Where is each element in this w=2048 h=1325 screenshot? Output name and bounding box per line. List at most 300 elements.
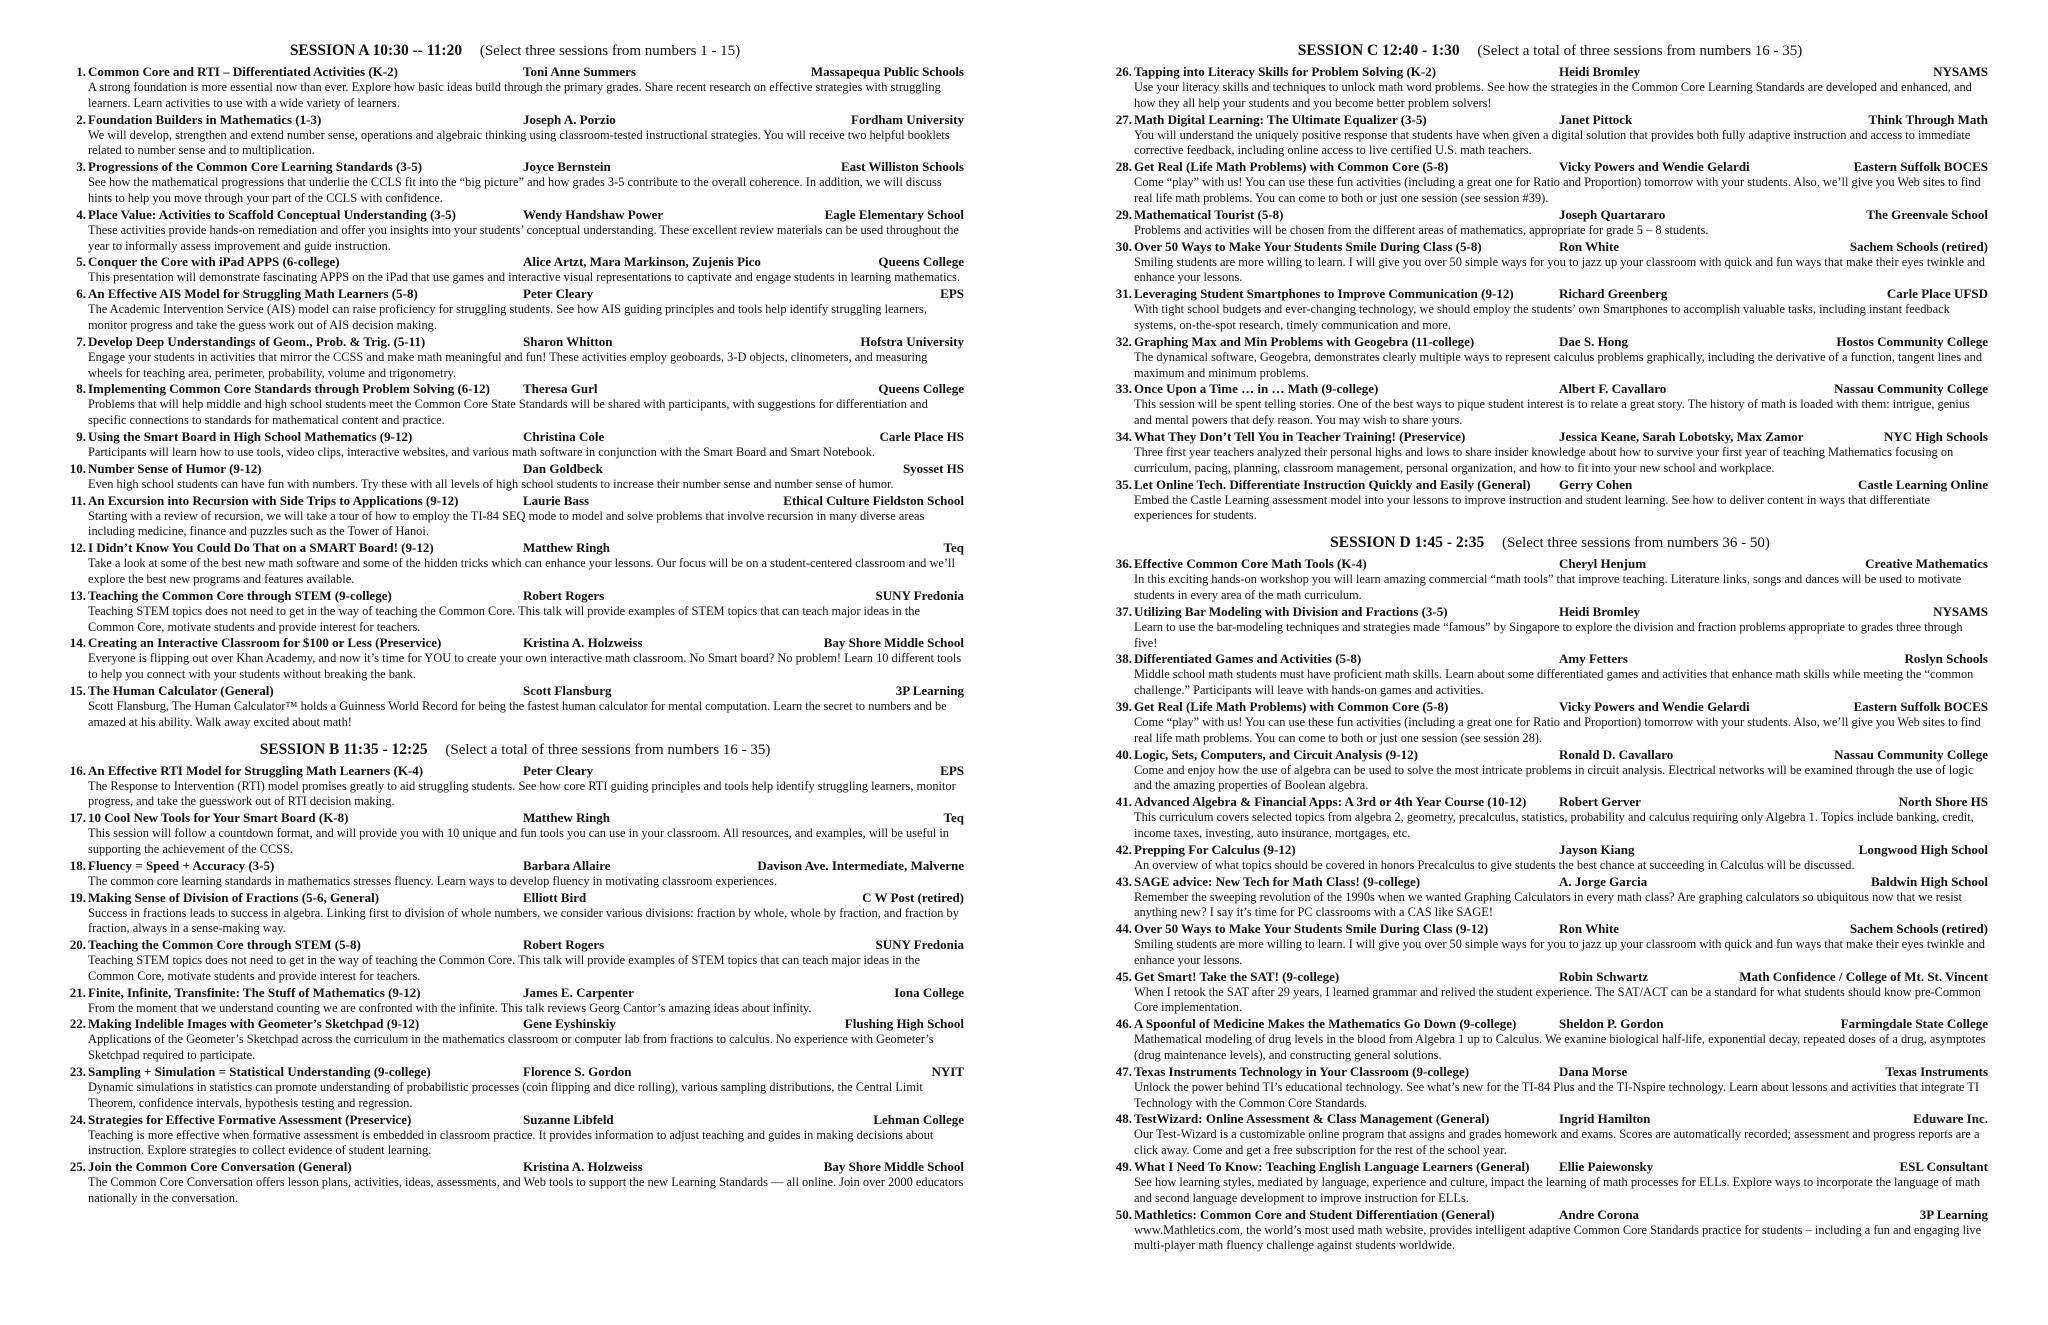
session-item bbox=[1112, 699, 1988, 747]
session-heading-row bbox=[1134, 556, 1988, 572]
session-heading-row bbox=[1134, 1016, 1988, 1032]
session-description: This curriculum covers selected topics from algebra 2, geometry, precalculus, statistics, probability and calculus requiring only Algebra 1. Topics include banking, credit, income taxes, investing, auto insurance, mortgages, etc. bbox=[1134, 810, 1974, 840]
session-presenter: Alice Artzt, Mara Markinson, Zujenis Pico bbox=[523, 254, 761, 270]
session-title: Advanced Algebra & Financial Apps: A 3rd or 4th Year Course (10-12) bbox=[1134, 794, 1527, 810]
session-title: Prepping For Calculus (9-12) bbox=[1134, 841, 1296, 857]
session-heading-row bbox=[88, 159, 964, 175]
session-description: Success in fractions leads to success in algebra. Linking first to division of whole numbers, we consider various divisions: fraction by whole, whole by fraction, and fraction by fraction, always in a sense-making way. bbox=[88, 905, 959, 936]
session-b-title: SESSION B 11:35 - 12:25 bbox=[259, 740, 428, 758]
session-title: Utilizing Bar Modeling with Division and Fractions (3-5) bbox=[1134, 603, 1448, 619]
session-heading-row bbox=[1134, 842, 1988, 858]
session-title: What I Need To Know: Teaching English Language Learners (General) bbox=[1134, 1159, 1530, 1175]
session-title: Creating an Interactive Classroom for $100 or Less (Preservice) bbox=[88, 635, 442, 651]
session-title: Progressions of the Common Core Learning Standards (3-5) bbox=[88, 159, 423, 175]
session-heading-row bbox=[88, 858, 964, 874]
session-organization: Eastern Suffolk BOCES bbox=[1853, 159, 1988, 175]
session-item bbox=[66, 286, 964, 334]
session-presenter: Robin Schwartz bbox=[1559, 968, 1649, 984]
session-number: 48. bbox=[1115, 1111, 1132, 1127]
session-number: 1. bbox=[76, 64, 86, 79]
session-heading-row bbox=[88, 112, 964, 128]
session-presenter: Cheryl Henjum bbox=[1559, 556, 1647, 572]
session-item bbox=[1112, 1159, 1988, 1207]
session-number: 3. bbox=[76, 159, 86, 175]
session-presenter: Vicky Powers and Wendie Gelardi bbox=[1559, 159, 1750, 175]
right-column bbox=[1112, 42, 1988, 1254]
session-presenter: Robert Gerver bbox=[1559, 794, 1641, 810]
session-heading-row bbox=[88, 763, 964, 779]
session-number: 45. bbox=[1115, 968, 1132, 984]
session-title: A Spoonful of Medicine Makes the Mathematics Go Down (9-college) bbox=[1134, 1016, 1517, 1032]
session-organization: Eduware Inc. bbox=[1913, 1111, 1988, 1127]
session-organization: NYSAMS bbox=[1933, 64, 1988, 79]
session-heading-row bbox=[1134, 1159, 1988, 1175]
session-heading-row bbox=[1134, 207, 1988, 223]
session-item bbox=[66, 763, 964, 811]
session-presenter: Sharon Whitton bbox=[523, 333, 613, 349]
session-item bbox=[66, 588, 964, 636]
session-description: Mathematical modeling of drug levels in the blood from Algebra 1 up to Calculus. We examine biological half-life, exponential decay, repeated doses of a drug, asymptotes (drug maintenance levels), and constructing general solutions. bbox=[1134, 1032, 1986, 1063]
session-item bbox=[66, 1112, 964, 1160]
session-title: Once Upon a Time … in … Math (9-college) bbox=[1134, 381, 1379, 397]
session-item bbox=[66, 254, 964, 286]
session-number: 13. bbox=[69, 587, 86, 603]
session-number: 21. bbox=[69, 984, 86, 1000]
session-description: Embed the Castle Learning assessment model into your lessons to improve instruction and student learning. See how to deliver content in ways that differentiate experiences for students. bbox=[1134, 492, 1931, 523]
session-number: 5. bbox=[76, 254, 86, 270]
session-number: 39. bbox=[1115, 698, 1132, 714]
session-organization: Baldwin High School bbox=[1870, 873, 1988, 889]
session-organization: The Greenvale School bbox=[1866, 206, 1988, 222]
session-a-title: SESSION A 10:30 -- 11:20 bbox=[289, 42, 463, 59]
session-organization: Lehman College bbox=[873, 1111, 964, 1127]
session-item bbox=[66, 493, 964, 541]
session-organization: Roslyn Schools bbox=[1904, 651, 1988, 667]
session-item bbox=[66, 207, 964, 255]
session-heading-row bbox=[88, 890, 964, 906]
session-heading-row bbox=[88, 493, 964, 509]
session-organization: North Shore HS bbox=[1898, 794, 1988, 810]
session-organization: Iona College bbox=[894, 984, 964, 1000]
session-description: The common core learning standards in mathematics stresses fluency. Learn ways to develop fluency in motivating classroom experiences. bbox=[88, 873, 778, 888]
session-number: 7. bbox=[76, 333, 86, 349]
session-number: 10. bbox=[69, 460, 86, 476]
session-organization: SUNY Fredonia bbox=[875, 937, 964, 953]
session-heading-row bbox=[1134, 64, 1988, 80]
session-title: Making Indelible Images with Geometer’s Sketchpad (9-12) bbox=[88, 1016, 420, 1032]
session-organization: Ethical Culture Fieldston School bbox=[783, 492, 964, 508]
session-heading-row bbox=[88, 588, 964, 604]
session-heading-row bbox=[88, 985, 964, 1001]
session-item bbox=[66, 890, 964, 938]
session-presenter: Robert Rogers bbox=[523, 937, 605, 953]
session-presenter: Ronald D. Cavallaro bbox=[1559, 746, 1674, 762]
session-presenter: Joseph Quartararo bbox=[1559, 206, 1666, 222]
session-number: 27. bbox=[1115, 111, 1132, 127]
session-c-note: (Select a total of three sessions from numbers 16 - 35) bbox=[1477, 43, 1803, 59]
session-organization: Teq bbox=[943, 810, 964, 826]
session-organization: SUNY Fredonia bbox=[875, 587, 964, 603]
session-presenter: Ingrid Hamilton bbox=[1559, 1111, 1651, 1127]
session-description: The Common Core Conversation offers lesson plans, activities, ideas, assessments, and Web tools to support the new Learning Standards — all online. Join over 2000 educators nationally in the conversation. bbox=[88, 1175, 964, 1206]
session-heading-row bbox=[88, 429, 964, 445]
session-title: I Didn’t Know You Could Do That on a SMART Board! (9-12) bbox=[88, 540, 434, 556]
session-item bbox=[1112, 159, 1988, 207]
session-number: 28. bbox=[1115, 159, 1132, 175]
session-presenter: Joyce Bernstein bbox=[523, 159, 611, 175]
session-heading-row bbox=[1134, 1207, 1988, 1223]
session-item bbox=[1112, 1111, 1988, 1159]
session-heading-row bbox=[88, 683, 964, 699]
session-organization: EPS bbox=[940, 762, 964, 778]
session-number: 31. bbox=[1115, 286, 1132, 302]
session-item bbox=[1112, 429, 1988, 477]
session-item bbox=[1112, 651, 1988, 699]
session-organization: NYIT bbox=[931, 1064, 964, 1080]
session-presenter: Peter Cleary bbox=[523, 762, 594, 778]
session-title: Texas Instruments Technology in Your Classroom (9-college) bbox=[1134, 1063, 1470, 1079]
session-number: 36. bbox=[1115, 556, 1132, 572]
session-item bbox=[66, 381, 964, 429]
session-number: 40. bbox=[1115, 746, 1132, 762]
session-item bbox=[66, 1016, 964, 1064]
session-presenter: Janet Pittock bbox=[1559, 111, 1633, 127]
session-a-header bbox=[66, 42, 964, 60]
session-title: Strategies for Effective Formative Assessment (Preservice) bbox=[88, 1111, 412, 1127]
session-heading-row bbox=[1134, 1111, 1988, 1127]
session-description: Smiling students are more willing to learn. I will give you over 50 simple ways for you to jazz up your classroom with quick and fun ways that make their eyes twinkle and enhance your lessons. bbox=[1134, 254, 1985, 285]
session-description: Take a look at some of the best new math software and some of the hidden tricks which can enhance your lessons. Our focus will be on a student-centered classroom and we’ll explore the best new programs and features available. bbox=[88, 556, 955, 586]
session-description: Smiling students are more willing to learn. I will give you over 50 simple ways for you to jazz up your classroom with quick and fun ways that make their eyes twinkle and enhance your lessons. bbox=[1134, 937, 1985, 967]
session-presenter: Gerry Cohen bbox=[1559, 476, 1633, 492]
session-item bbox=[66, 461, 964, 493]
session-title: Leveraging Student Smartphones to Improve Communication (9-12) bbox=[1134, 286, 1514, 302]
session-description: Even high school students can have fun with numbers. Try these with all levels of high school students to increase their number sense and number sense of humor. bbox=[88, 476, 894, 491]
session-organization: 3P Learning bbox=[1919, 1206, 1988, 1222]
session-heading-row bbox=[1134, 429, 1988, 445]
session-presenter: Ron White bbox=[1559, 921, 1620, 937]
session-heading-row bbox=[1134, 1064, 1988, 1080]
session-presenter: Joseph A. Porzio bbox=[523, 111, 616, 127]
session-description: These activities provide hands-on remediation and offer you insights into your students’ conceptual understanding. These excellent review materials can be used throughout the year to informally assess improvement and guide instruction. bbox=[88, 222, 959, 253]
session-description: In this exciting hands-on workshop you will learn amazing commercial “math tools” that improve teaching. Literature links, songs and dances will be used to motivate students in every area of the math curriculum. bbox=[1134, 572, 1962, 602]
session-number: 22. bbox=[69, 1016, 86, 1032]
session-organization: Davison Ave. Intermediate, Malverne bbox=[757, 857, 964, 873]
session-description: Teaching STEM topics does not need to get in the way of teaching the Common Core. This talk will provide examples of STEM topics that can teach major ideas in the Common Core, motivate students and provide interest for teachers. bbox=[88, 603, 920, 634]
session-number: 20. bbox=[69, 937, 86, 953]
session-number: 50. bbox=[1115, 1206, 1132, 1222]
session-b-note: (Select a total of three sessions from numbers 16 - 35) bbox=[445, 741, 771, 758]
session-organization: EPS bbox=[940, 286, 964, 302]
session-heading-row bbox=[1134, 747, 1988, 763]
session-heading-row bbox=[1134, 286, 1988, 302]
session-organization: Texas Instruments bbox=[1885, 1063, 1988, 1079]
session-title: Sampling + Simulation = Statistical Understanding (9-college) bbox=[88, 1064, 431, 1080]
session-organization: East Williston Schools bbox=[840, 159, 964, 175]
session-organization: Eagle Elementary School bbox=[824, 206, 964, 222]
session-description: This session will be spent telling stories. One of the best ways to pique student interest is to relate a great story. The history of math is loaded with them: intrigue, genius and mental powers that defy reason. You may wish to share yours. bbox=[1134, 397, 1970, 428]
session-description: www.Mathletics.com, the world’s most used math website, provides intelligent adaptive Common Core Standards practice for students – including a fun and engaging live multi-player math fluency challenge against students worldwide. bbox=[1134, 1222, 1982, 1253]
session-heading-row bbox=[88, 937, 964, 953]
session-heading-row bbox=[1134, 112, 1988, 128]
session-item bbox=[1112, 1016, 1988, 1064]
session-title: Making Sense of Division of Fractions (5-6, General) bbox=[88, 889, 380, 905]
session-organization: Syosset HS bbox=[902, 460, 964, 476]
session-item bbox=[66, 810, 964, 858]
session-presenter: Wendy Handshaw Power bbox=[523, 206, 664, 222]
session-item bbox=[1112, 381, 1988, 429]
session-item bbox=[1112, 874, 1988, 922]
session-item bbox=[1112, 1064, 1988, 1112]
session-number: 23. bbox=[69, 1064, 86, 1080]
session-heading-row bbox=[88, 1064, 964, 1080]
session-description: Come “play” with us! You can use these fun activities (including a great one for Ratio and Proportion) tomorrow with your students. Also, we’ll give you Web sites to find real life math problems. You can come to both or just one session (see session 28). bbox=[1134, 714, 1981, 745]
session-number: 41. bbox=[1115, 794, 1132, 810]
session-number: 11. bbox=[70, 492, 86, 508]
left-column bbox=[66, 42, 964, 1207]
session-presenter: Florence S. Gordon bbox=[523, 1064, 632, 1080]
session-heading-row bbox=[88, 635, 964, 651]
session-description: This session will follow a countdown format, and will provide you with 10 unique and fun tools you can use in your classroom. All resources, and examples, will be useful in supporting the achievement of the CCSS. bbox=[88, 826, 950, 856]
session-title: Get Smart! Take the SAT! (9-college) bbox=[1134, 968, 1340, 984]
session-heading-row bbox=[88, 64, 964, 80]
session-item bbox=[66, 635, 964, 683]
session-title: Conquer the Core with iPad APPS (6-college) bbox=[88, 254, 340, 270]
session-heading-row bbox=[88, 540, 964, 556]
session-heading-row bbox=[1134, 381, 1988, 397]
session-item bbox=[1112, 1207, 1988, 1255]
session-description: Starting with a review of recursion, we will take a tour of how to employ the TI-84 SEQ mode to model and solve problems that involve recursion in many diverse areas including medicine, finance and puzzles such as the Tower of Hanoi. bbox=[88, 508, 925, 539]
session-presenter: Richard Greenberg bbox=[1559, 286, 1668, 302]
session-presenter: Albert F. Cavallaro bbox=[1559, 381, 1667, 397]
session-organization: Hostos Community College bbox=[1836, 333, 1988, 349]
session-heading-row bbox=[1134, 334, 1988, 350]
session-number: 6. bbox=[76, 286, 86, 302]
session-b-list bbox=[66, 763, 964, 1207]
session-description: When I retook the SAT after 29 years, I learned grammar and relived the student experience. The SAT/ACT can be a standard for what students should know pre-Common Core implementation. bbox=[1134, 984, 1981, 1015]
session-description: The Response to Intervention (RTI) model promises greatly to aid struggling students. See how core RTI guiding principles and tools help identify struggling learners, monitor progress, and take the guesswork out of RTI decision making. bbox=[88, 778, 956, 809]
session-item bbox=[1112, 794, 1988, 842]
session-item bbox=[1112, 969, 1988, 1017]
session-description: The Academic Intervention Service (AIS) model can raise proficiency for struggling students. See how AIS guiding principles and tools help identify struggling learners, monitor progress and take the guess work out of AIS decision making. bbox=[88, 302, 927, 332]
session-description: See how learning styles, mediated by language, experience and culture, impact the learning of math processes for ELLs. Explore ways to incorporate the language of math and second language development to improve instruction for ELLs. bbox=[1134, 1175, 1981, 1205]
session-presenter: James E. Carpenter bbox=[523, 984, 634, 1000]
session-organization: Farmingdale State College bbox=[1840, 1016, 1988, 1032]
session-description: Problems and activities will be chosen from the different areas of mathematics, appropriate for grade 5 – 8 students. bbox=[1134, 222, 1709, 237]
session-title: Differentiated Games and Activities (5-8) bbox=[1134, 651, 1362, 667]
session-d-title: SESSION D 1:45 - 2:35 bbox=[1330, 534, 1485, 552]
session-organization: NYSAMS bbox=[1933, 603, 1988, 619]
session-number: 32. bbox=[1115, 333, 1132, 349]
session-description: A strong foundation is more essential now than ever. Explore how basic ideas build through the primary grades. Share recent research on effective strategies with struggling learners. Learn activities to use with a wide variety of learners. bbox=[88, 80, 941, 110]
session-organization: ESL Consultant bbox=[1899, 1159, 1988, 1175]
session-presenter: Kristina A. Holzweiss bbox=[523, 635, 643, 651]
session-presenter: Scott Flansburg bbox=[523, 682, 612, 698]
session-organization: Math Confidence / College of Mt. St. Vincent bbox=[1739, 968, 1988, 984]
session-item bbox=[66, 937, 964, 985]
session-organization: Massapequa Public Schools bbox=[810, 64, 964, 79]
session-item bbox=[66, 858, 964, 890]
session-number: 35. bbox=[1115, 476, 1132, 492]
session-title: Over 50 Ways to Make Your Students Smile During Class (9-12) bbox=[1134, 921, 1489, 937]
session-presenter: Andre Corona bbox=[1559, 1206, 1640, 1222]
session-description: See how the mathematical progressions that underlie the CCLS fit into the “big picture” and how grades 3-5 contribute to the overall coherence. In addition, we will discuss hints to help you move through your part of the CCLS with confidence. bbox=[88, 175, 942, 205]
session-description: Scott Flansburg, The Human Calculator™ holds a Guinness World Record for being the fastest human calculator for mental computation. Learn the secret to numbers and be amazed at his ability. Walk away excited about math! bbox=[88, 698, 947, 729]
session-presenter: Matthew Ringh bbox=[523, 810, 611, 826]
session-title: Develop Deep Understandings of Geom., Prob. & Trig. (5-11) bbox=[88, 333, 426, 349]
session-item bbox=[66, 985, 964, 1017]
session-description: Three first year teachers analyzed their personal highs and lows to share insider knowledge about how to survive your first year of teaching Mathematics focusing on curriculum, pacing, planning, classroom management, personal organization, and how to fit into your new school and workplace. bbox=[1134, 444, 1954, 475]
session-organization: Nassau Community College bbox=[1834, 746, 1988, 762]
session-description: Teaching STEM topics does not need to get in the way of teaching the Common Core. This talk will provide examples of STEM topics that can teach major ideas in the Common Core, motivate students and provide interest for teachers. bbox=[88, 953, 920, 983]
session-title: Foundation Builders in Mathematics (1-3) bbox=[88, 111, 322, 127]
session-c-header bbox=[1112, 42, 1988, 60]
session-presenter: Christina Cole bbox=[523, 428, 605, 444]
session-title: Common Core and RTI – Differentiated Activities (K-2) bbox=[88, 64, 398, 79]
session-number: 38. bbox=[1115, 651, 1132, 667]
session-description: Middle school math students must have proficient math skills. Learn about some differentiated games and activities that enhance math skills while meeting the “common challenge.” Participants will leave with hands-on games and activities. bbox=[1134, 667, 1974, 698]
session-heading-row bbox=[1134, 921, 1988, 937]
session-title: Using the Smart Board in High School Mathematics (9-12) bbox=[88, 428, 413, 444]
session-heading-row bbox=[1134, 239, 1988, 255]
session-description: You will understand the uniquely positive response that students have when given a digital solution that provides both fully adaptive instruction and access to immediate corrective feedback, including online access to live certified U.S. math teachers. bbox=[1134, 127, 1971, 158]
session-presenter: Heidi Bromley bbox=[1559, 603, 1641, 619]
session-description: Our Test-Wizard is a customizable online program that assigns and grades homework and exams. Scores are automatically recorded; assessment and progress reports are a click away. Come and get a free subscription for the rest of the school year. bbox=[1134, 1127, 1980, 1158]
session-organization: Teq bbox=[943, 540, 964, 556]
session-number: 25. bbox=[69, 1159, 86, 1175]
session-heading-row bbox=[1134, 159, 1988, 175]
session-title: Math Digital Learning: The Ultimate Equalizer (3-5) bbox=[1134, 111, 1427, 127]
session-presenter: Dana Morse bbox=[1559, 1063, 1628, 1079]
session-organization: Longwood High School bbox=[1858, 841, 1988, 857]
session-number: 8. bbox=[76, 381, 86, 397]
session-item bbox=[1112, 334, 1988, 382]
session-a-list bbox=[66, 64, 964, 731]
session-title: Finite, Infinite, Transfinite: The Stuff of Mathematics (9-12) bbox=[88, 984, 421, 1000]
session-item bbox=[1112, 112, 1988, 160]
session-number: 46. bbox=[1115, 1016, 1132, 1032]
session-description: Come “play” with us! You can use these fun activities (including a great one for Ratio and Proportion) tomorrow with your students. Also, we’ll give you Web sites to find real life math problems. You can come to both or just one session (see session #39). bbox=[1134, 175, 1981, 205]
session-description: Learn to use the bar-modeling techniques and strategies made “famous” by Singapore to explore the division and fraction problems appropriate to grades three through five! bbox=[1134, 619, 1963, 650]
session-title: An Effective RTI Model for Struggling Math Learners (K-4) bbox=[88, 762, 424, 778]
session-title: Implementing Common Core Standards through Problem Solving (6-12) bbox=[88, 381, 490, 397]
session-title: SAGE advice: New Tech for Math Class! (9-college) bbox=[1134, 873, 1421, 889]
session-item bbox=[66, 334, 964, 382]
session-item bbox=[1112, 747, 1988, 795]
session-organization: Think Through Math bbox=[1868, 111, 1988, 127]
session-presenter: Barbara Allaire bbox=[523, 857, 611, 873]
session-title: An Excursion into Recursion with Side Trips to Applications (9-12) bbox=[88, 492, 459, 508]
session-organization: Eastern Suffolk BOCES bbox=[1853, 698, 1988, 714]
session-heading-row bbox=[1134, 651, 1988, 667]
session-presenter: Theresa Gurl bbox=[523, 381, 598, 397]
session-title: Join the Common Core Conversation (General) bbox=[88, 1159, 352, 1175]
session-number: 49. bbox=[1115, 1159, 1132, 1175]
session-presenter: Dae S. Hong bbox=[1559, 333, 1628, 349]
session-organization: Queens College bbox=[878, 381, 964, 397]
session-organization: 3P Learning bbox=[895, 682, 964, 698]
session-number: 37. bbox=[1115, 603, 1132, 619]
session-heading-row bbox=[88, 1112, 964, 1128]
session-description: Unlock the power behind TI’s educational technology. See what’s new for the TI-84 Plus and the TI-Nspire technology. Learn about lessons and activities that integrate TI Technology with the Common Core Standards. bbox=[1134, 1079, 1979, 1110]
session-organization: Hofstra University bbox=[860, 333, 964, 349]
session-presenter: Sheldon P. Gordon bbox=[1559, 1016, 1664, 1032]
session-description: Everyone is flipping out over Khan Academy, and now it’s time for YOU to create your own interactive math classroom. No Smart board? No problem! Learn 10 different tools to help you connect with your students without breaking the bank. bbox=[88, 651, 962, 682]
session-description: Dynamic simulations in statistics can promote understanding of probabilistic processes (coin flipping and dice rolling), various sampling distributions, the Central Limit Theorem, confidence intervals, hypothesis testing and regression. bbox=[88, 1080, 923, 1110]
session-presenter: Elliott Bird bbox=[523, 889, 587, 905]
session-number: 12. bbox=[69, 540, 86, 556]
session-presenter: Dan Goldbeck bbox=[523, 460, 603, 476]
session-description: Teaching is more effective when formative assessment is embedded in classroom practice. It provides information to adjust teaching and guides in making decisions about instruction. Explore strategies to collect evidence of student learning. bbox=[88, 1127, 934, 1158]
session-description: Remember the sweeping revolution of the 1990s when we wanted Graphing Calculators in every math class? Are graphing calculators so ubiquitous now that we resist anything new? I say it’s time for PC classrooms with a CAS like SAGE! bbox=[1134, 889, 1962, 920]
session-heading-row bbox=[88, 1159, 964, 1175]
session-item bbox=[66, 1159, 964, 1207]
session-organization: C W Post (retired) bbox=[862, 889, 964, 905]
session-item bbox=[1112, 921, 1988, 969]
session-title: Place Value: Activities to Scaffold Conceptual Understanding (3-5) bbox=[88, 206, 456, 222]
session-d-header bbox=[1112, 534, 1988, 552]
session-heading-row bbox=[88, 254, 964, 270]
session-title: Logic, Sets, Computers, and Circuit Analysis (9-12) bbox=[1134, 746, 1418, 762]
session-heading-row bbox=[88, 810, 964, 826]
session-number: 15. bbox=[69, 682, 86, 698]
session-number: 34. bbox=[1115, 428, 1132, 444]
session-presenter: Toni Anne Summers bbox=[523, 64, 636, 79]
session-description: Participants will learn how to use tools, video clips, interactive websites, and various math software in conjunction with the Smart Board and Smart Notebook. bbox=[88, 444, 875, 459]
session-title: The Human Calculator (General) bbox=[88, 682, 274, 698]
session-heading-row bbox=[88, 286, 964, 302]
session-presenter: Kristina A. Holzweiss bbox=[523, 1159, 643, 1175]
session-title: Mathletics: Common Core and Student Differentiation (General) bbox=[1134, 1206, 1495, 1222]
session-heading-row bbox=[88, 381, 964, 397]
session-presenter: Jayson Kiang bbox=[1559, 841, 1635, 857]
session-presenter: Peter Cleary bbox=[523, 286, 594, 302]
session-organization: Flushing High School bbox=[844, 1016, 964, 1032]
session-organization: Carle Place UFSD bbox=[1886, 286, 1988, 302]
session-item bbox=[66, 429, 964, 461]
session-item bbox=[66, 64, 964, 112]
session-description: Applications of the Geometer’s Sketchpad across the curriculum in the mathematics classroom or computer lab from fractions to calculus. No experience with Geometer’s Sketchpad required to participate. bbox=[88, 1032, 934, 1063]
session-item bbox=[66, 159, 964, 207]
session-presenter: Ron White bbox=[1559, 238, 1620, 254]
session-item bbox=[1112, 239, 1988, 287]
session-title: Teaching the Common Core through STEM (9-college) bbox=[88, 587, 392, 603]
session-heading-row bbox=[88, 334, 964, 350]
session-presenter: Vicky Powers and Wendie Gelardi bbox=[1559, 698, 1750, 714]
session-heading-row bbox=[1134, 477, 1988, 493]
session-title: Over 50 Ways to Make Your Students Smile During Class (5-8) bbox=[1134, 238, 1482, 254]
session-description: This presentation will demonstrate fascinating APPS on the iPad that use games and interactive visual representations to captivate and engage students in learning mathematics. bbox=[88, 270, 960, 285]
session-title: 10 Cool New Tools for Your Smart Board (K-8) bbox=[88, 810, 349, 826]
session-item bbox=[1112, 842, 1988, 874]
session-title: Graphing Max and Min Problems with Geogebra (11-college) bbox=[1134, 333, 1475, 349]
session-number: 9. bbox=[76, 428, 86, 444]
session-item bbox=[1112, 477, 1988, 525]
session-title: Teaching the Common Core through STEM (5-8) bbox=[88, 937, 361, 953]
session-item bbox=[66, 683, 964, 731]
session-number: 29. bbox=[1115, 206, 1132, 222]
session-number: 14. bbox=[69, 635, 86, 651]
session-d-note: (Select three sessions from numbers 36 - 50) bbox=[1502, 535, 1770, 552]
session-number: 30. bbox=[1115, 238, 1132, 254]
session-title: Number Sense of Humor (9-12) bbox=[88, 460, 262, 476]
session-number: 33. bbox=[1115, 381, 1132, 397]
session-number: 26. bbox=[1115, 64, 1132, 79]
session-organization: Castle Learning Online bbox=[1857, 476, 1988, 492]
session-title: TestWizard: Online Assessment & Class Management (General) bbox=[1134, 1111, 1490, 1127]
session-heading-row bbox=[1134, 699, 1988, 715]
session-heading-row bbox=[88, 207, 964, 223]
